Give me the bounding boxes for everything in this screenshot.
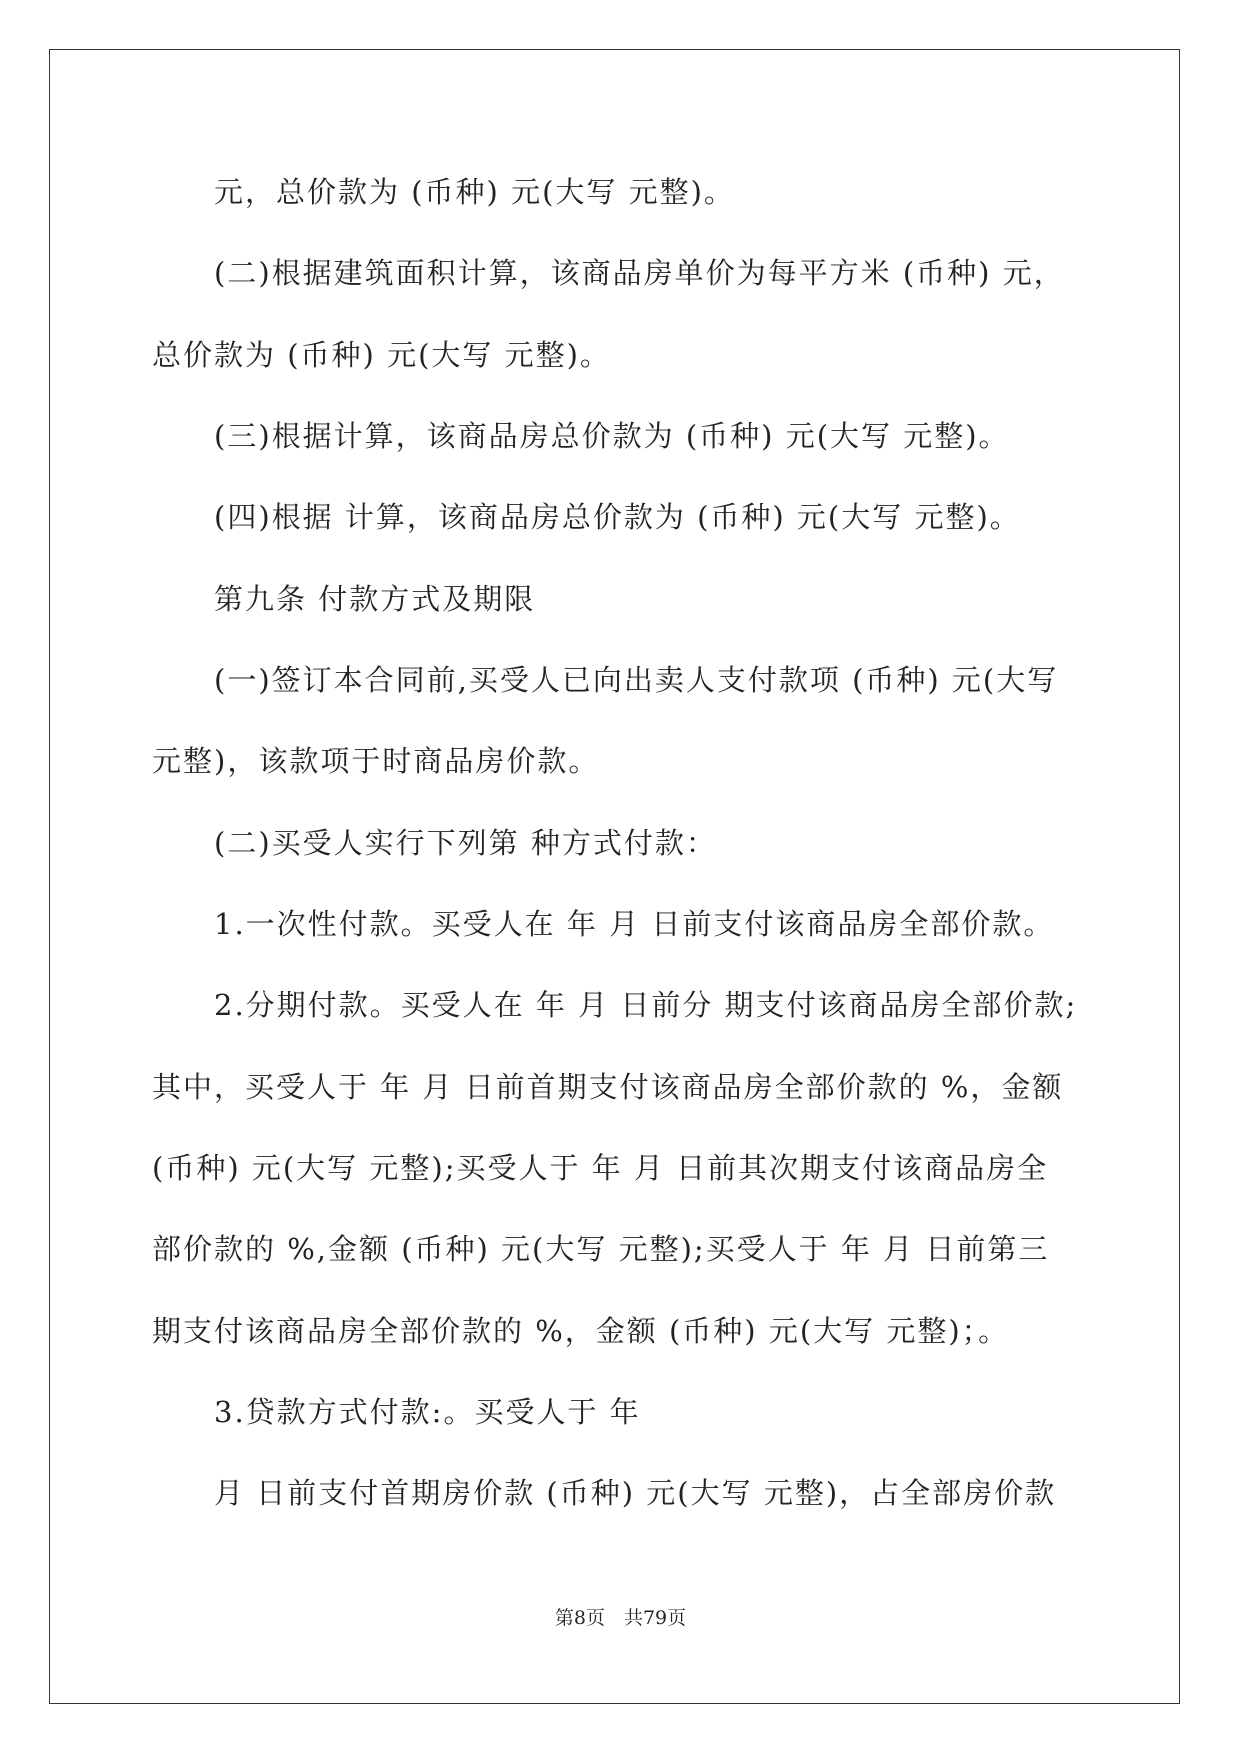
text-line: (三)根据计算，该商品房总价款为 (币种) 元(大写 元整)。: [214, 419, 1010, 453]
text-line: 其中，买受人于 年 月 日前首期支付该商品房全部价款的 %，金额: [152, 1070, 1064, 1104]
section-heading: 第九条 付款方式及期限: [214, 582, 536, 616]
text-line: (四)根据 计算，该商品房总价款为 (币种) 元(大写 元整)。: [214, 500, 1021, 534]
text-line: (币种) 元(大写 元整);买受人于 年 月 日前其次期支付该商品房全: [152, 1151, 1049, 1185]
text-line: 元，总价款为 (币种) 元(大写 元整)。: [214, 175, 735, 209]
text-line: (一)签订本合同前,买受人已向出卖人支付款项 (币种) 元(大写: [214, 663, 1059, 697]
text-line: (二)买受人实行下列第 种方式付款：: [214, 826, 717, 860]
text-line: 月 日前支付首期房价款 (币种) 元(大写 元整)，占全部房价款: [214, 1476, 1057, 1510]
text-line: 元整)，该款项于时商品房价款。: [152, 744, 600, 778]
text-line: 期支付该商品房全部价款的 %，金额 (币种) 元(大写 元整)；。: [152, 1314, 1010, 1348]
text-line: 1.一次性付款。买受人在 年 月 日前支付该商品房全部价款。: [214, 907, 1055, 941]
page-border: [49, 49, 1180, 1704]
page-number-footer: 第8页 共79页: [554, 1607, 687, 1629]
text-line: 3.贷款方式付款:。买受人于 年: [214, 1395, 641, 1429]
text-line: (二)根据建筑面积计算，该商品房单价为每平方米 (币种) 元，: [214, 256, 1065, 290]
text-line: 总价款为 (币种) 元(大写 元整)。: [152, 338, 611, 372]
text-line: 部价款的 %,金额 (币种) 元(大写 元整);买受人于 年 月 日前第三: [152, 1232, 1050, 1266]
text-line: 2.分期付款。买受人在 年 月 日前分 期支付该商品房全部价款;: [214, 988, 1078, 1022]
